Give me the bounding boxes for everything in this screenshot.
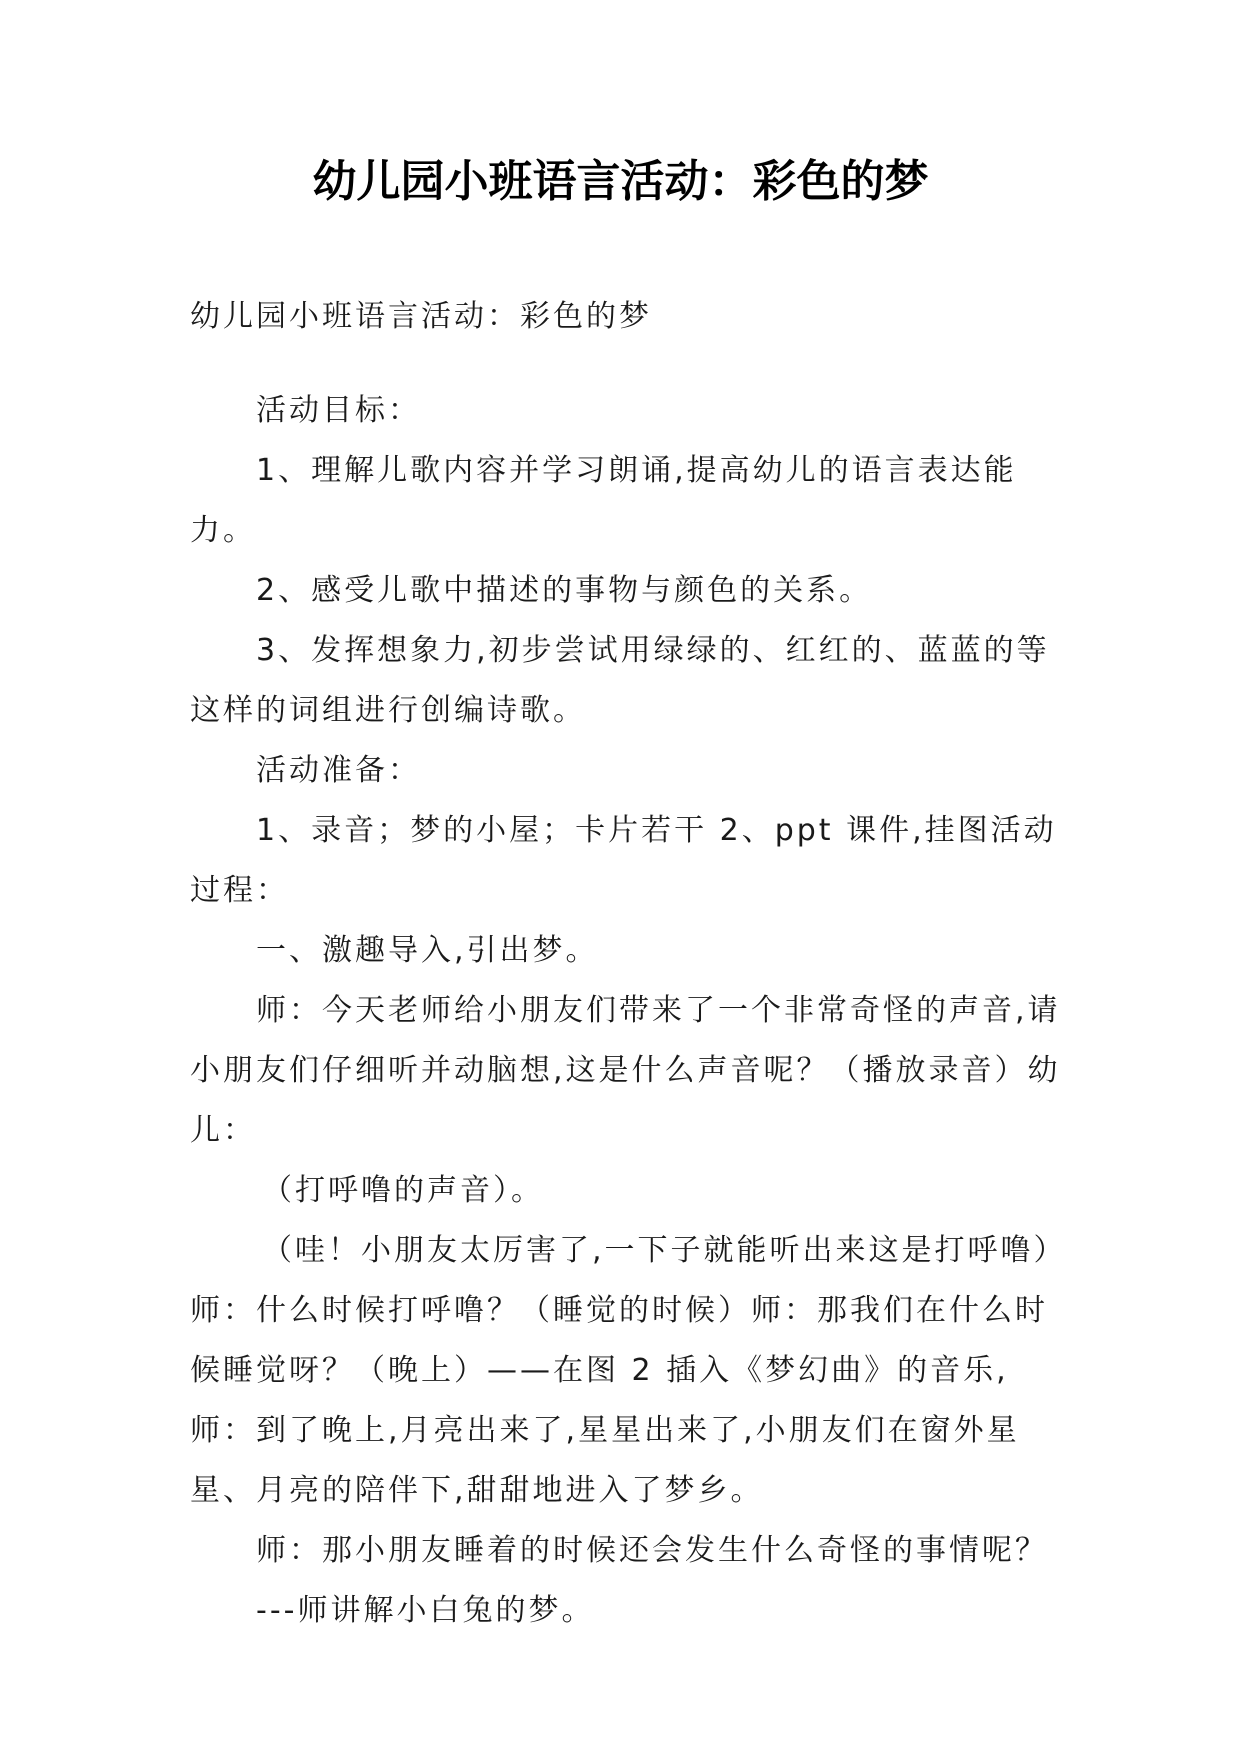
process-step-1: 一、激趣导入,引出梦。 bbox=[256, 933, 599, 968]
preparation-item: 1、录音；梦的小屋；卡片若干 2、ppt 课件,挂图活动过程： bbox=[190, 813, 1057, 908]
section-heading-goals: 活动目标： bbox=[256, 393, 421, 428]
teacher-dialogue-1: 师：今天老师给小朋友们带来了一个非常奇怪的声音,请小朋友们仔细听并动脑想,这是什么声音呢？（播放录音）幼儿： bbox=[190, 993, 1061, 1148]
teacher-explanation: ---师讲解小白兔的梦。 bbox=[256, 1593, 595, 1628]
goal-item-1: 1、理解儿歌内容并学习朗诵,提高幼儿的语言表达能力。 bbox=[190, 453, 1017, 548]
document-body bbox=[190, 287, 1070, 1641]
document-title: 幼儿园小班语言活动：彩色的梦 bbox=[312, 156, 929, 207]
section-heading-preparation: 活动准备： bbox=[256, 753, 421, 788]
child-response: （打呼噜的声音）。 bbox=[262, 1173, 544, 1208]
teacher-dialogue-2: （哇！小朋友太厉害了,一下子就能听出来这是打呼噜）师：什么时候打呼噜？（睡觉的时候）师：那我们在什么时候睡觉呀？（晚上）——在图 2 插入《梦幻曲》的音乐,师：到了晚上,月亮出来了,星星出来了,小朋友们在窗外星星、月亮的陪伴下,甜甜地进入了梦乡。 bbox=[190, 1233, 1067, 1508]
document-subtitle: 幼儿园小班语言活动：彩色的梦 bbox=[190, 299, 652, 334]
goal-item-3: 3、发挥想象力,初步尝试用绿绿的、红红的、蓝蓝的等这样的词组进行创编诗歌。 bbox=[190, 633, 1050, 728]
teacher-dialogue-3: 师：那小朋友睡着的时候还会发生什么奇怪的事情呢？ bbox=[256, 1533, 1048, 1568]
goal-item-2: 2、感受儿歌中描述的事物与颜色的关系。 bbox=[256, 573, 873, 608]
